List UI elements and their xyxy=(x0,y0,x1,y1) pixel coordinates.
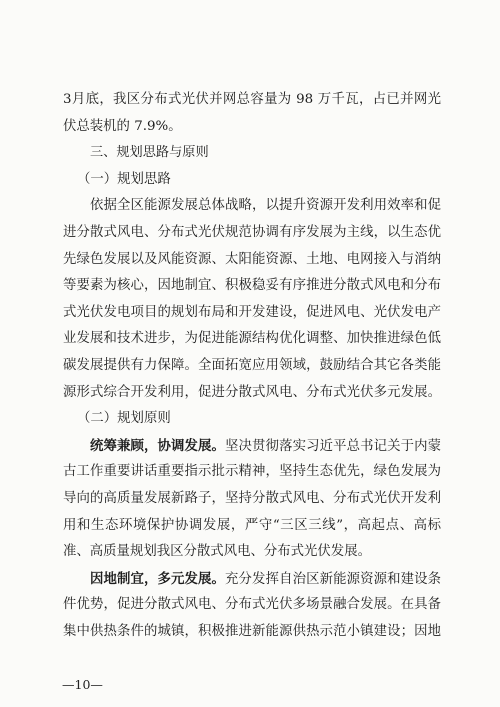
body-line: 式光伏发电项目的规划布局和开发建设，促进风电、光伏发电产 xyxy=(63,304,441,320)
body-line: 等要素为核心，因地制宜、积极稳妥有序推进分散式风电和分布 xyxy=(63,278,441,294)
body-line: 依据全区能源发展总体战略，以提升资源开发利用效率和促 xyxy=(90,198,441,214)
body-line: 导向的高质量发展新路子，坚持分散式风电、分布式光伏开发利 xyxy=(63,490,441,506)
body-line: 古工作重要讲话重要指示批示精神，坚持生态优先，绿色发展为 xyxy=(63,464,441,480)
body-line: 集中供热条件的城镇，积极推进新能源供热示范小镇建设；因地 xyxy=(63,623,441,639)
subsection-heading: （一）规划思路 xyxy=(77,171,171,187)
body-line: 源形式综合开发利用，促进分散式风电、分布式光伏多元发展。 xyxy=(63,384,441,400)
principle-title: 因地制宜，多元发展。 xyxy=(90,570,226,587)
section-heading: 三、规划思路与原则 xyxy=(90,145,209,161)
body-line: 碳发展提供有力保障。全面拓宽应用领域，鼓励结合其它各类能 xyxy=(63,357,441,373)
principle-text: 坚决贯彻落实习近平总书记关于内蒙 xyxy=(225,438,441,454)
body-line: 先绿色发展以及风能资源、太阳能资源、土地、电网接入与消纳 xyxy=(63,251,441,267)
body-line: 业发展和技术进步，为促进能源结构优化调整、加快推进绿色低 xyxy=(63,331,441,347)
body-line: 进分散式风电、分布式光伏规范协调有序发展为主线，以生态优 xyxy=(63,224,441,240)
page-number: —10— xyxy=(62,677,103,692)
principle-title: 统筹兼顾，协调发展。 xyxy=(90,437,226,454)
body-line: 用和生态环境保护协调发展，严守“三区三线”，高起点、高标 xyxy=(63,517,441,533)
body-line xyxy=(63,433,441,460)
body-line xyxy=(63,566,441,593)
principle-text: 充分发挥自治区新能源资源和建设条 xyxy=(225,571,441,587)
subsection-heading: （二）规划原则 xyxy=(77,411,171,427)
body-line: 伏总装机的 7.9%。 xyxy=(63,118,182,134)
body-line: 准、高质量规划我区分散式风电、分布式光伏发展。 xyxy=(63,544,371,560)
body-line: 3月底，我区分布式光伏并网总容量为 98 万千瓦，占已并网光 xyxy=(63,92,441,107)
body-line: 件优势，促进分散式风电、分布式光伏多场景融合发展。在具备 xyxy=(63,597,441,613)
body-text xyxy=(63,87,441,645)
